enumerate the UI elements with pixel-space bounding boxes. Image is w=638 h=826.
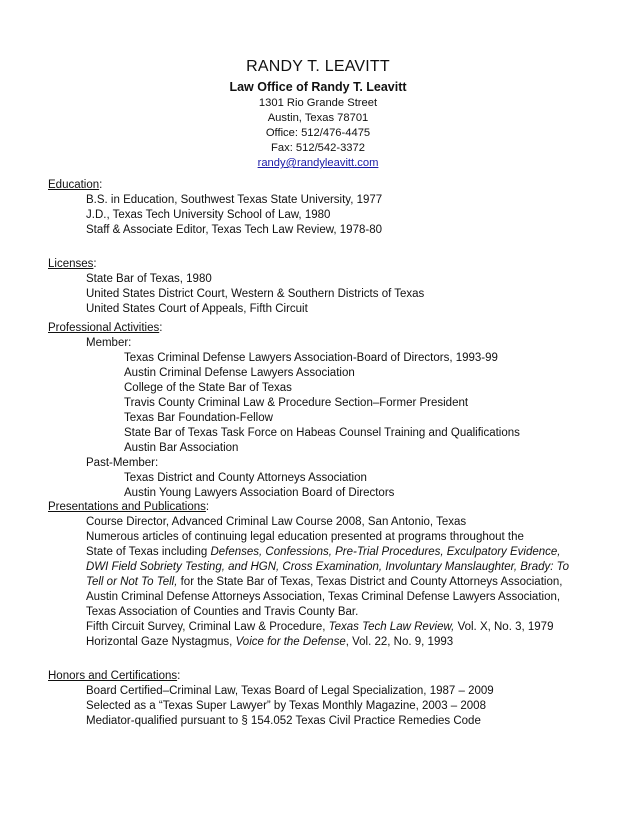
member-item: State Bar of Texas Task Force on Habeas Counsel Training and Qualifications: [124, 427, 520, 439]
articles-line: State of Texas including Defenses, Confessions, Pre-Trial Procedures, Exculpatory Evidence,: [86, 546, 561, 558]
articles-line: DWI Field Sobriety Testing, and HGN, Cross Examination, Involuntary Manslaughter, Brady: To: [86, 561, 570, 573]
honor-item: Selected as a “Texas Super Lawyer” by Texas Monthly Magazine, 2003 – 2008: [86, 700, 486, 712]
member-label: Member:: [86, 337, 132, 349]
education-item: B.S. in Education, Southwest Texas State University, 1977: [86, 194, 383, 206]
articles-line: Texas Association of Counties and Travis County Bar.: [86, 606, 359, 618]
honor-item: Board Certified–Criminal Law, Texas Board of Legal Specialization, 1987 – 2009: [86, 685, 494, 697]
member-item: Austin Criminal Defense Lawyers Association: [124, 367, 355, 379]
presentations-heading: Presentations and Publications:: [48, 501, 210, 513]
articles-line: Numerous articles of continuing legal education presented at programs throughout the: [86, 531, 524, 543]
activities-heading: Professional Activities:: [48, 322, 163, 334]
license-item: State Bar of Texas, 1980: [86, 273, 212, 285]
office-phone: Office: 512/476-4475: [265, 127, 371, 139]
city-state-zip: Austin, Texas 78701: [267, 112, 369, 124]
licenses-heading: Licenses:: [48, 258, 97, 270]
past-member-item: Texas District and County Attorneys Association: [124, 472, 367, 484]
past-member-item: Austin Young Lawyers Association Board of Directors: [124, 487, 395, 499]
member-item: Texas Bar Foundation-Fellow: [124, 412, 273, 424]
articles-line: Austin Criminal Defense Attorneys Association, Texas Criminal Defense Lawyers Association,: [86, 591, 561, 603]
license-item: United States District Court, Western & Southern Districts of Texas: [86, 288, 425, 300]
member-item: Travis County Criminal Law & Procedure Section–Former President: [124, 397, 469, 409]
past-member-label: Past-Member:: [86, 457, 159, 469]
publication-line: Horizontal Gaze Nystagmus, Voice for the Defense, Vol. 22, No. 9, 1993: [86, 636, 454, 648]
attorney-name: RANDY T. LEAVITT: [246, 58, 390, 75]
law-office-name: Law Office of Randy T. Leavitt: [229, 80, 407, 94]
email-link[interactable]: randy@randyleavitt.com: [257, 157, 379, 169]
fax-number: Fax: 512/542-3372: [271, 142, 365, 154]
articles-line: Tell or Not To Tell, for the State Bar of Texas, Texas District and County Attorneys Association,: [86, 576, 563, 588]
member-item: Texas Criminal Defense Lawyers Association-Board of Directors, 1993-99: [124, 352, 498, 364]
publication-line: Fifth Circuit Survey, Criminal Law & Procedure, Texas Tech Law Review, Vol. X, No. 3, 1979: [86, 621, 554, 633]
member-item: Austin Bar Association: [124, 442, 239, 454]
education-item: Staff & Associate Editor, Texas Tech Law Review, 1978-80: [86, 224, 382, 236]
honor-item: Mediator-qualified pursuant to § 154.052 Texas Civil Practice Remedies Code: [86, 715, 481, 727]
course-director-line: Course Director, Advanced Criminal Law Course 2008, San Antonio, Texas: [86, 516, 467, 528]
education-heading: Education:: [48, 179, 103, 191]
license-item: United States Court of Appeals, Fifth Circuit: [86, 303, 308, 315]
member-item: College of the State Bar of Texas: [124, 382, 292, 394]
street-address: 1301 Rio Grande Street: [258, 97, 378, 109]
education-item: J.D., Texas Tech University School of Law, 1980: [86, 209, 331, 221]
honors-heading: Honors and Certifications:: [48, 670, 181, 682]
